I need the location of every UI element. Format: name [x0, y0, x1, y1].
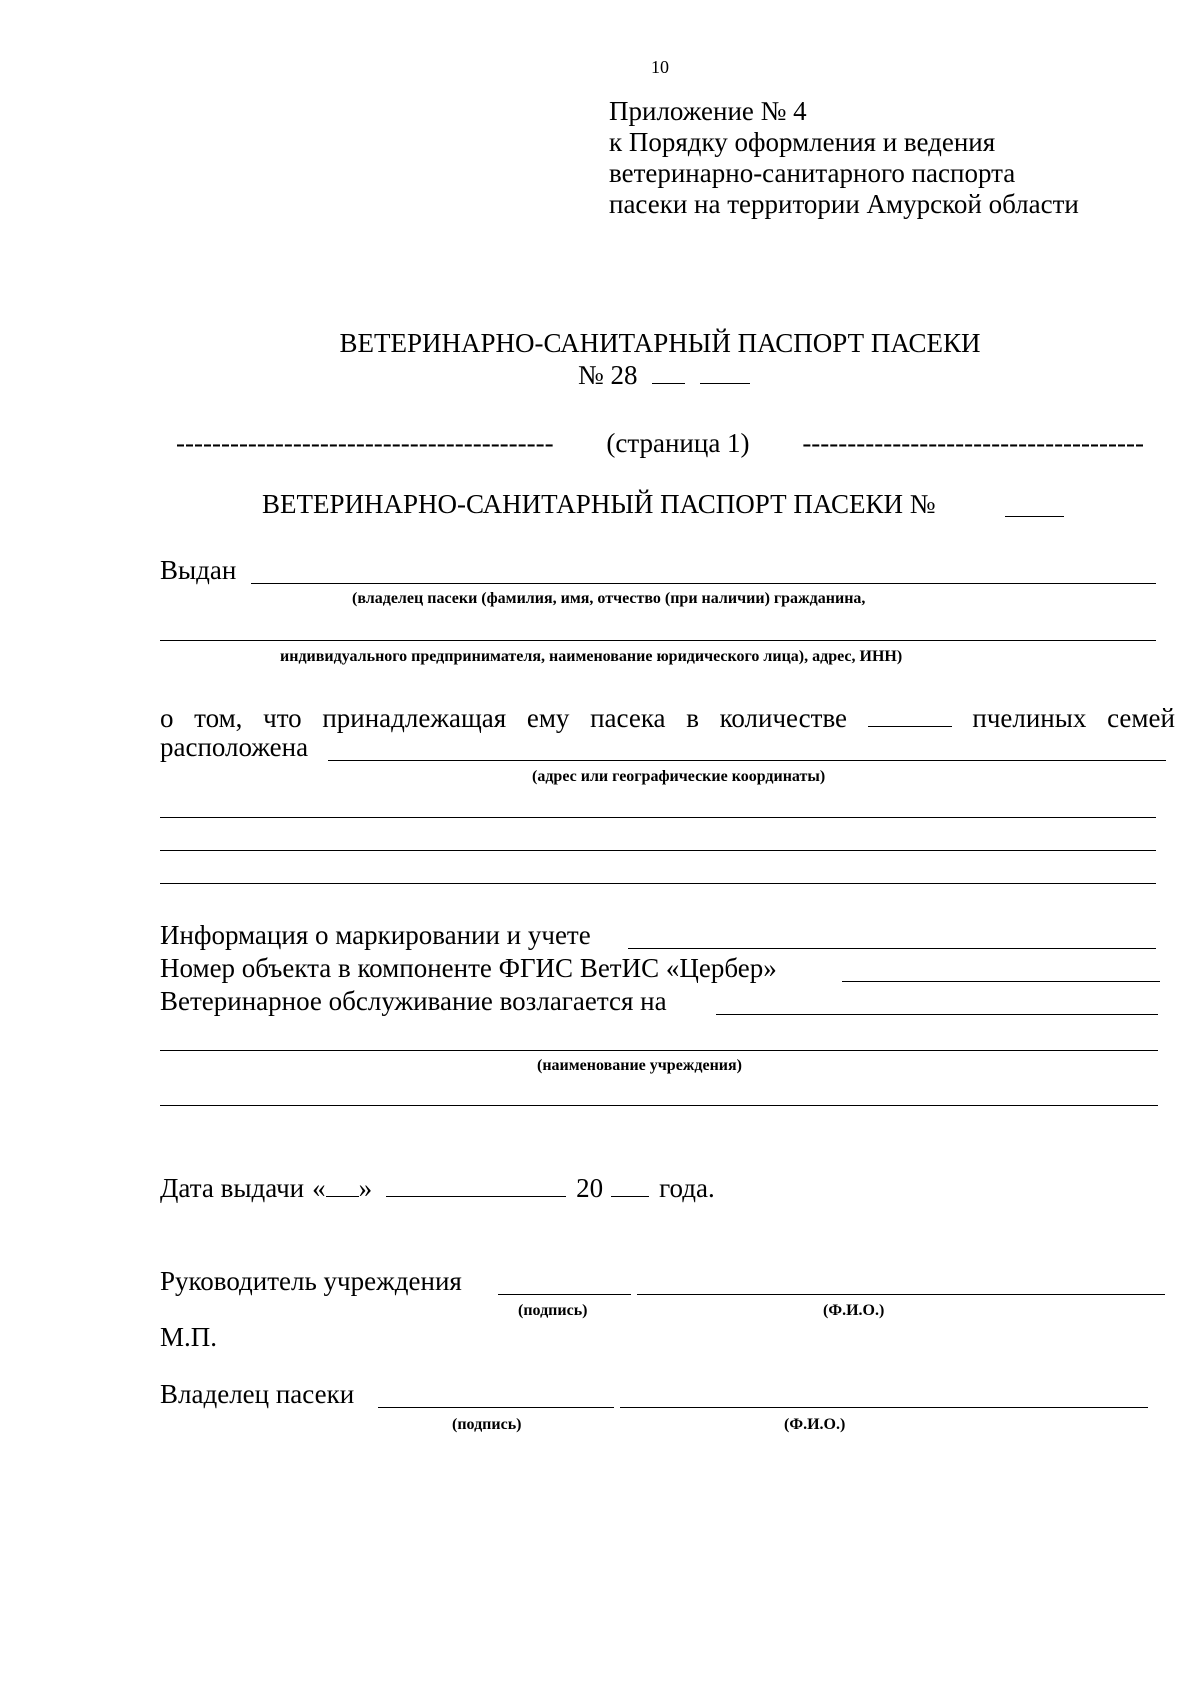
- vet-service-field[interactable]: [716, 1014, 1158, 1015]
- marking-label: Информация о маркировании и учете: [160, 920, 591, 950]
- stamp-label: М.П.: [160, 1322, 218, 1352]
- address-line[interactable]: [160, 817, 1156, 818]
- issue-month-field[interactable]: [386, 1196, 566, 1197]
- located-field[interactable]: [328, 760, 1166, 761]
- apiary-word: пчелиных: [972, 703, 1087, 733]
- appendix-line: пасеки на территории Амурской области: [609, 189, 1079, 219]
- vet-service-label: Ветеринарное обслуживание возлагается на: [160, 986, 667, 1016]
- issued-label: Выдан: [160, 555, 237, 585]
- appendix-line: к Порядку оформления и ведения: [609, 127, 996, 157]
- issue-date-close-quote: »: [358, 1173, 373, 1203]
- apiary-word: принадлежащая: [322, 703, 507, 733]
- located-hint: (адрес или географические координаты): [532, 768, 826, 785]
- owner-signature-hint: (подпись): [452, 1416, 522, 1433]
- title-number-line-1: [652, 383, 685, 384]
- apiary-word: том,: [194, 703, 243, 733]
- form-number-line: [1005, 516, 1064, 517]
- owner-signature-field[interactable]: [378, 1407, 614, 1408]
- issue-date: [160, 1175, 715, 1202]
- page-separator: [176, 428, 1144, 459]
- appendix-line: ветеринарно-санитарного паспорта: [609, 158, 1016, 188]
- page-number: 10: [651, 57, 669, 77]
- issue-year-field[interactable]: [611, 1196, 649, 1197]
- apiary-word: семей: [1107, 703, 1175, 733]
- issue-century: 20: [576, 1173, 604, 1203]
- apiary-word: что: [263, 703, 302, 733]
- owner-name-field[interactable]: [620, 1407, 1148, 1408]
- issue-day-field[interactable]: [326, 1196, 359, 1197]
- issued-hint-1: (владелец пасеки (фамилия, имя, отчество (при наличии) гражданина,: [352, 590, 866, 607]
- issued-hint-2: индивидуального предпринимателя, наименование юридического лица), адрес, ИНН): [280, 648, 903, 665]
- address-line[interactable]: [160, 850, 1156, 851]
- apiary-word: ему: [526, 703, 570, 733]
- vet-service-field-3[interactable]: [160, 1105, 1158, 1106]
- object-number-label: Номер объекта в компоненте ФГИС ВетИС «Цербер»: [160, 953, 777, 983]
- head-label: Руководитель учреждения: [160, 1266, 462, 1296]
- apiary-word: количестве: [719, 703, 848, 733]
- owner-label: Владелец пасеки: [160, 1379, 355, 1409]
- form-title: ВЕТЕРИНАРНО-САНИТАРНЫЙ ПАСПОРТ ПАСЕКИ №: [262, 489, 936, 519]
- issued-field[interactable]: [251, 583, 1156, 584]
- appendix-block: [609, 96, 1079, 220]
- issued-field-2[interactable]: [160, 640, 1156, 641]
- head-signature-hint: (подпись): [518, 1302, 588, 1319]
- title-number-text: № 28: [578, 360, 638, 390]
- address-line[interactable]: [160, 883, 1156, 884]
- colonies-count-field[interactable]: [868, 726, 952, 727]
- apiary-word: о: [160, 703, 174, 733]
- title-number-line-2: [700, 383, 750, 384]
- vet-service-field-2[interactable]: [160, 1050, 1158, 1051]
- appendix-line: Приложение № 4: [609, 96, 807, 126]
- separator-dashes-right: --------------------------------------: [802, 428, 1144, 458]
- head-name-field[interactable]: [637, 1294, 1165, 1295]
- head-name-hint: (Ф.И.О.): [823, 1302, 885, 1319]
- head-signature-field[interactable]: [498, 1294, 631, 1295]
- separator-label: (страница 1): [606, 428, 750, 458]
- document-title: ВЕТЕРИНАРНО-САНИТАРНЫЙ ПАСПОРТ ПАСЕКИ: [339, 328, 981, 358]
- issue-year-word: года.: [659, 1173, 715, 1203]
- object-number-field[interactable]: [842, 981, 1160, 982]
- located-label: расположена: [160, 732, 309, 762]
- owner-name-hint: (Ф.И.О.): [784, 1416, 846, 1433]
- separator-dashes-left: ------------------------------------------: [176, 428, 554, 458]
- issue-date-open-quote: «: [312, 1173, 326, 1203]
- apiary-word: в: [686, 703, 699, 733]
- apiary-sentence: [160, 703, 1175, 734]
- marking-field[interactable]: [628, 948, 1156, 949]
- apiary-word: пасека: [590, 703, 666, 733]
- vet-service-hint: (наименование учреждения): [537, 1057, 743, 1074]
- document-title-number: [578, 362, 750, 389]
- issue-date-label: Дата выдачи: [160, 1173, 305, 1203]
